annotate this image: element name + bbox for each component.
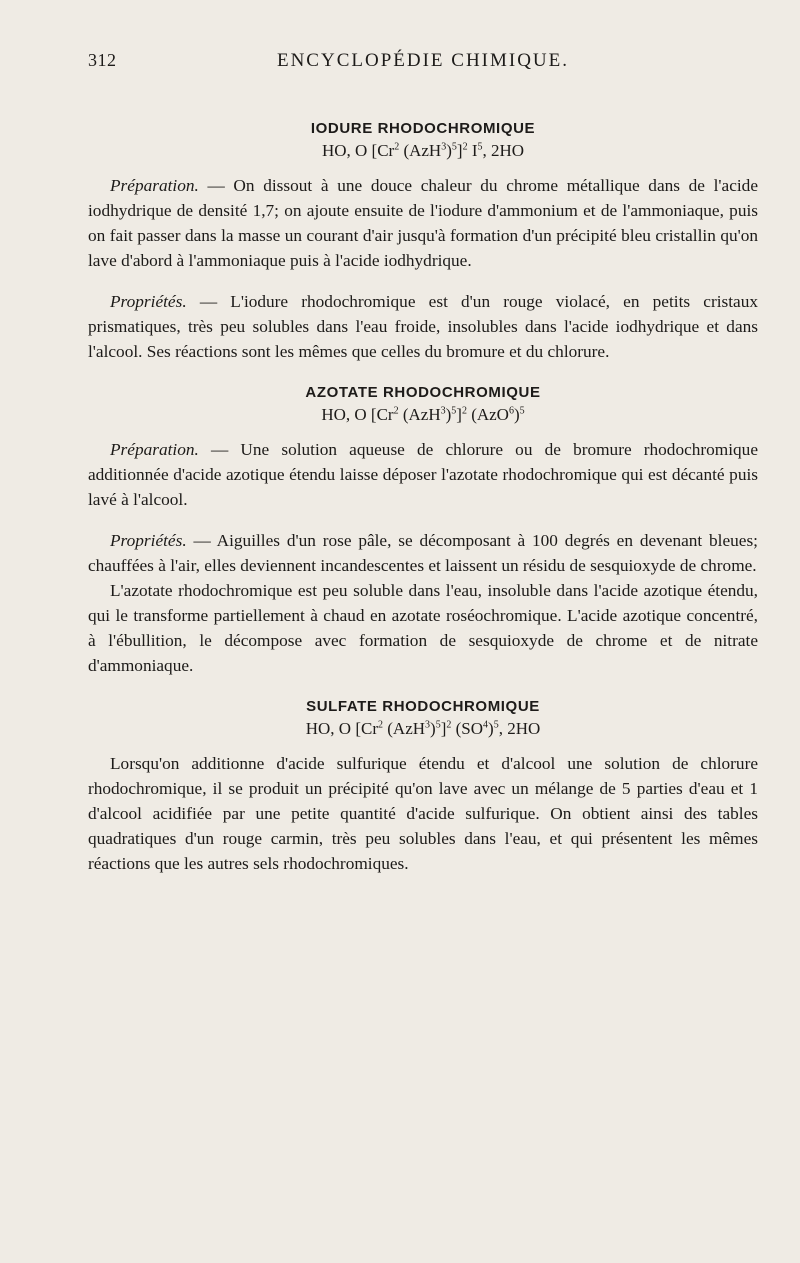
paragraph-text: — Aiguilles d'un rose pâle, se décomposant à 100 degrés en devenant bleues; chauffées à l'air, elles deviennent incandescentes et laissent un résidu de sesquioxyde de chrome. [88,531,758,575]
paragraph-text: Lorsqu'on additionne d'acide sulfurique étendu et d'alcool une solution de chlorure rhodochromique, il se produit un précipité qu'on lave avec un mélange de 5 parties d'eau et 1 d'alcool acidifiée par une petite quantité d'acide sulfurique. On obtient ainsi des tables quadratiques d'un rouge carmin, très peu solubles dans l'eau, et qui présentent les mêmes réactions que les autres sels rhodochromiques. [88,754,758,873]
paragraph-azotate-proprietes [88,528,758,578]
section-title-iodure: IODURE RHODOCHROMIQUE [310,120,536,137]
paragraph-lead: Propriétés. [110,531,187,550]
paragraph-text: — On dissout à une douce chaleur du chrome métallique dans de l'acide iodhydrique de densité 1,7; on ajoute ensuite de l'iodure d'ammonium et de l'ammoniaque, puis on fait passer dans la masse un courant d'air jusqu'à formation d'un précipité bleu cristallin qu'on lave d'abord à l'ammoniaque puis à l'acide iodhydrique. [88,176,758,270]
formula-azotate: HO, O [Cr$^2$ $(AzH^3)^5]^2$ $(AzO^6)^5$ [321,405,525,424]
paragraph-text: L'azotate rhodochromique est peu soluble dans l'eau, insoluble dans l'acide azotique étendu, qui le transforme partiellement à chaud en azotate roséochromique. L'acide azotique concentré, à l'ébullition, le décompose avec formation de sesquioxyde de chrome et de nitrate d'ammoniaque. [88,581,758,675]
paragraph-sulfate [88,751,758,876]
paragraph-azotate-preparation [88,437,758,512]
page-body [88,120,758,876]
page-number: 312 [88,50,117,70]
paragraph-lead: Préparation. [110,440,199,459]
section-title-sulfate: SULFATE RHODOCHROMIQUE [306,698,540,715]
section-title-azotate: AZOTATE RHODOCHROMIQUE [305,384,541,401]
paragraph-iodure-preparation [88,173,758,273]
running-head [88,50,758,72]
paragraph-text: — Une solution aqueuse de chlorure ou de bromure rhodochromique additionnée d'acide azotique étendu laisse déposer l'azotate rhodochromique qui est décanté puis lavé à l'alcool. [88,440,758,509]
paragraph-iodure-proprietes [88,289,758,364]
formula-sulfate: HO, O [Cr$^2$ $(AzH^3)^5]^2$ $(SO^4)^5$, 2HO [305,719,541,738]
paragraph-text: — L'iodure rhodochromique est d'un rouge violacé, en petits cristaux prismatiques, très peu solubles dans l'eau froide, insolubles dans l'acide iodhydrique et dans l'alcool. Ses réactions sont les mêmes que celles du bromure et du chlorure. [88,292,758,361]
paragraph-lead: Préparation. [110,176,199,195]
formula-iodure: HO, O [Cr$^2$ $(AzH^3)^5]^2$ $I^5$, 2HO [321,141,525,160]
paragraph-azotate-solubilite [88,578,758,678]
running-title: ENCYCLOPÉDIE CHIMIQUE. [276,50,570,71]
paragraph-lead: Propriétés. [110,292,187,311]
